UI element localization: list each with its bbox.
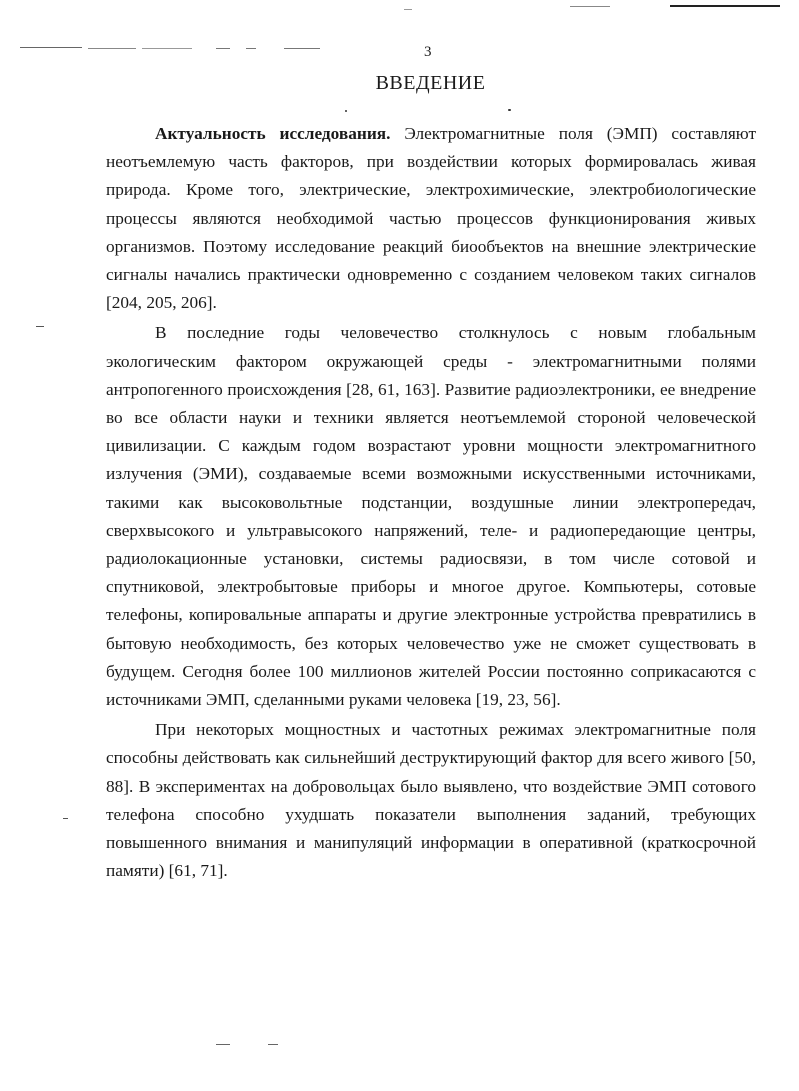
paragraph-lead: Актуальность исследования. [155, 124, 391, 143]
paragraph-text: В последние годы человечество столкнулось с новым глобальным экологическим фактором окружающей среды - электромагнитными полями антропогенного происхождения [28, 61, 163]. Развитие радиоэлектроники, ее внедрение во все области науки и техники является неотъемлемой стороной человеческой цивилизации. С каждым годом возрастают уровни мощности электромагнитного излучения (ЭМИ), создаваемые всеми возможными искусственными источниками, такими как высоковольтные подстанции, воздушные линии электропередач, сверхвысокого и ультравысокого напряжений, теле- и радиопередающие центры, радиолокационные установки, системы радиосвязи, в том числе сотовой и спутниковой, электробытовые приборы и многое другое. Компьютеры, сотовые телефоны, копировальные аппараты и другие электронные устройства превратились в бытовую необходимость, без которых человечество уже не сможет существовать в будущем. Сегодня более 100 миллионов жителей России постоянно соприкасаются с источниками ЭМП, сделанными руками человека [19, 23, 56]. [106, 323, 756, 710]
scan-artifact-line [268, 1044, 278, 1045]
scan-artifact-line [570, 6, 610, 7]
page-number: 3 [424, 44, 432, 60]
scan-artifact-line [142, 48, 192, 49]
scan-artifact-line [670, 5, 780, 7]
body-text [106, 120, 756, 885]
paragraph [106, 120, 756, 317]
paragraph [106, 716, 756, 885]
scan-artifact-line [246, 48, 256, 49]
scan-artifact-line [20, 47, 82, 48]
scan-speck [345, 110, 347, 112]
scan-artifact-line [216, 48, 230, 49]
scan-artifact-line [88, 48, 136, 49]
page-title: ВВЕДЕНИЕ [375, 72, 486, 94]
paragraph-text: При некоторых мощностных и частотных режимах электромагнитные поля способны действовать как сильнейший деструктирующий фактор для всего живого [50, 88]. В экспериментах на добровольцах было выявлено, что воздействие ЭМП сотового телефона способно ухудшать показатели выполнения заданий, требующих повышенного внимания и манипуляций информации в оперативной (краткосрочной памяти) [61, 71]. [106, 720, 756, 881]
paragraph-text: Электромагнитные поля (ЭМП) составляют неотъемлемую часть факторов, при воздействии которых формировалась живая природа. Кроме того, электрические, электрохимические, электробиологические процессы являются необходимой частью процессов функционирования живых организмов. Поэтому исследование реакций биообъектов на внешние электрические сигналы начались практически одновременно с созданием человеком таких сигналов [204, 205, 206]. [106, 124, 757, 313]
scan-artifact-line [36, 326, 44, 327]
scan-artifact-line [404, 9, 412, 10]
paragraph [106, 319, 756, 714]
scan-artifact-line [284, 48, 320, 49]
scan-speck [508, 109, 511, 111]
scan-artifact-line [63, 818, 68, 819]
scan-artifact-line [216, 1044, 230, 1045]
